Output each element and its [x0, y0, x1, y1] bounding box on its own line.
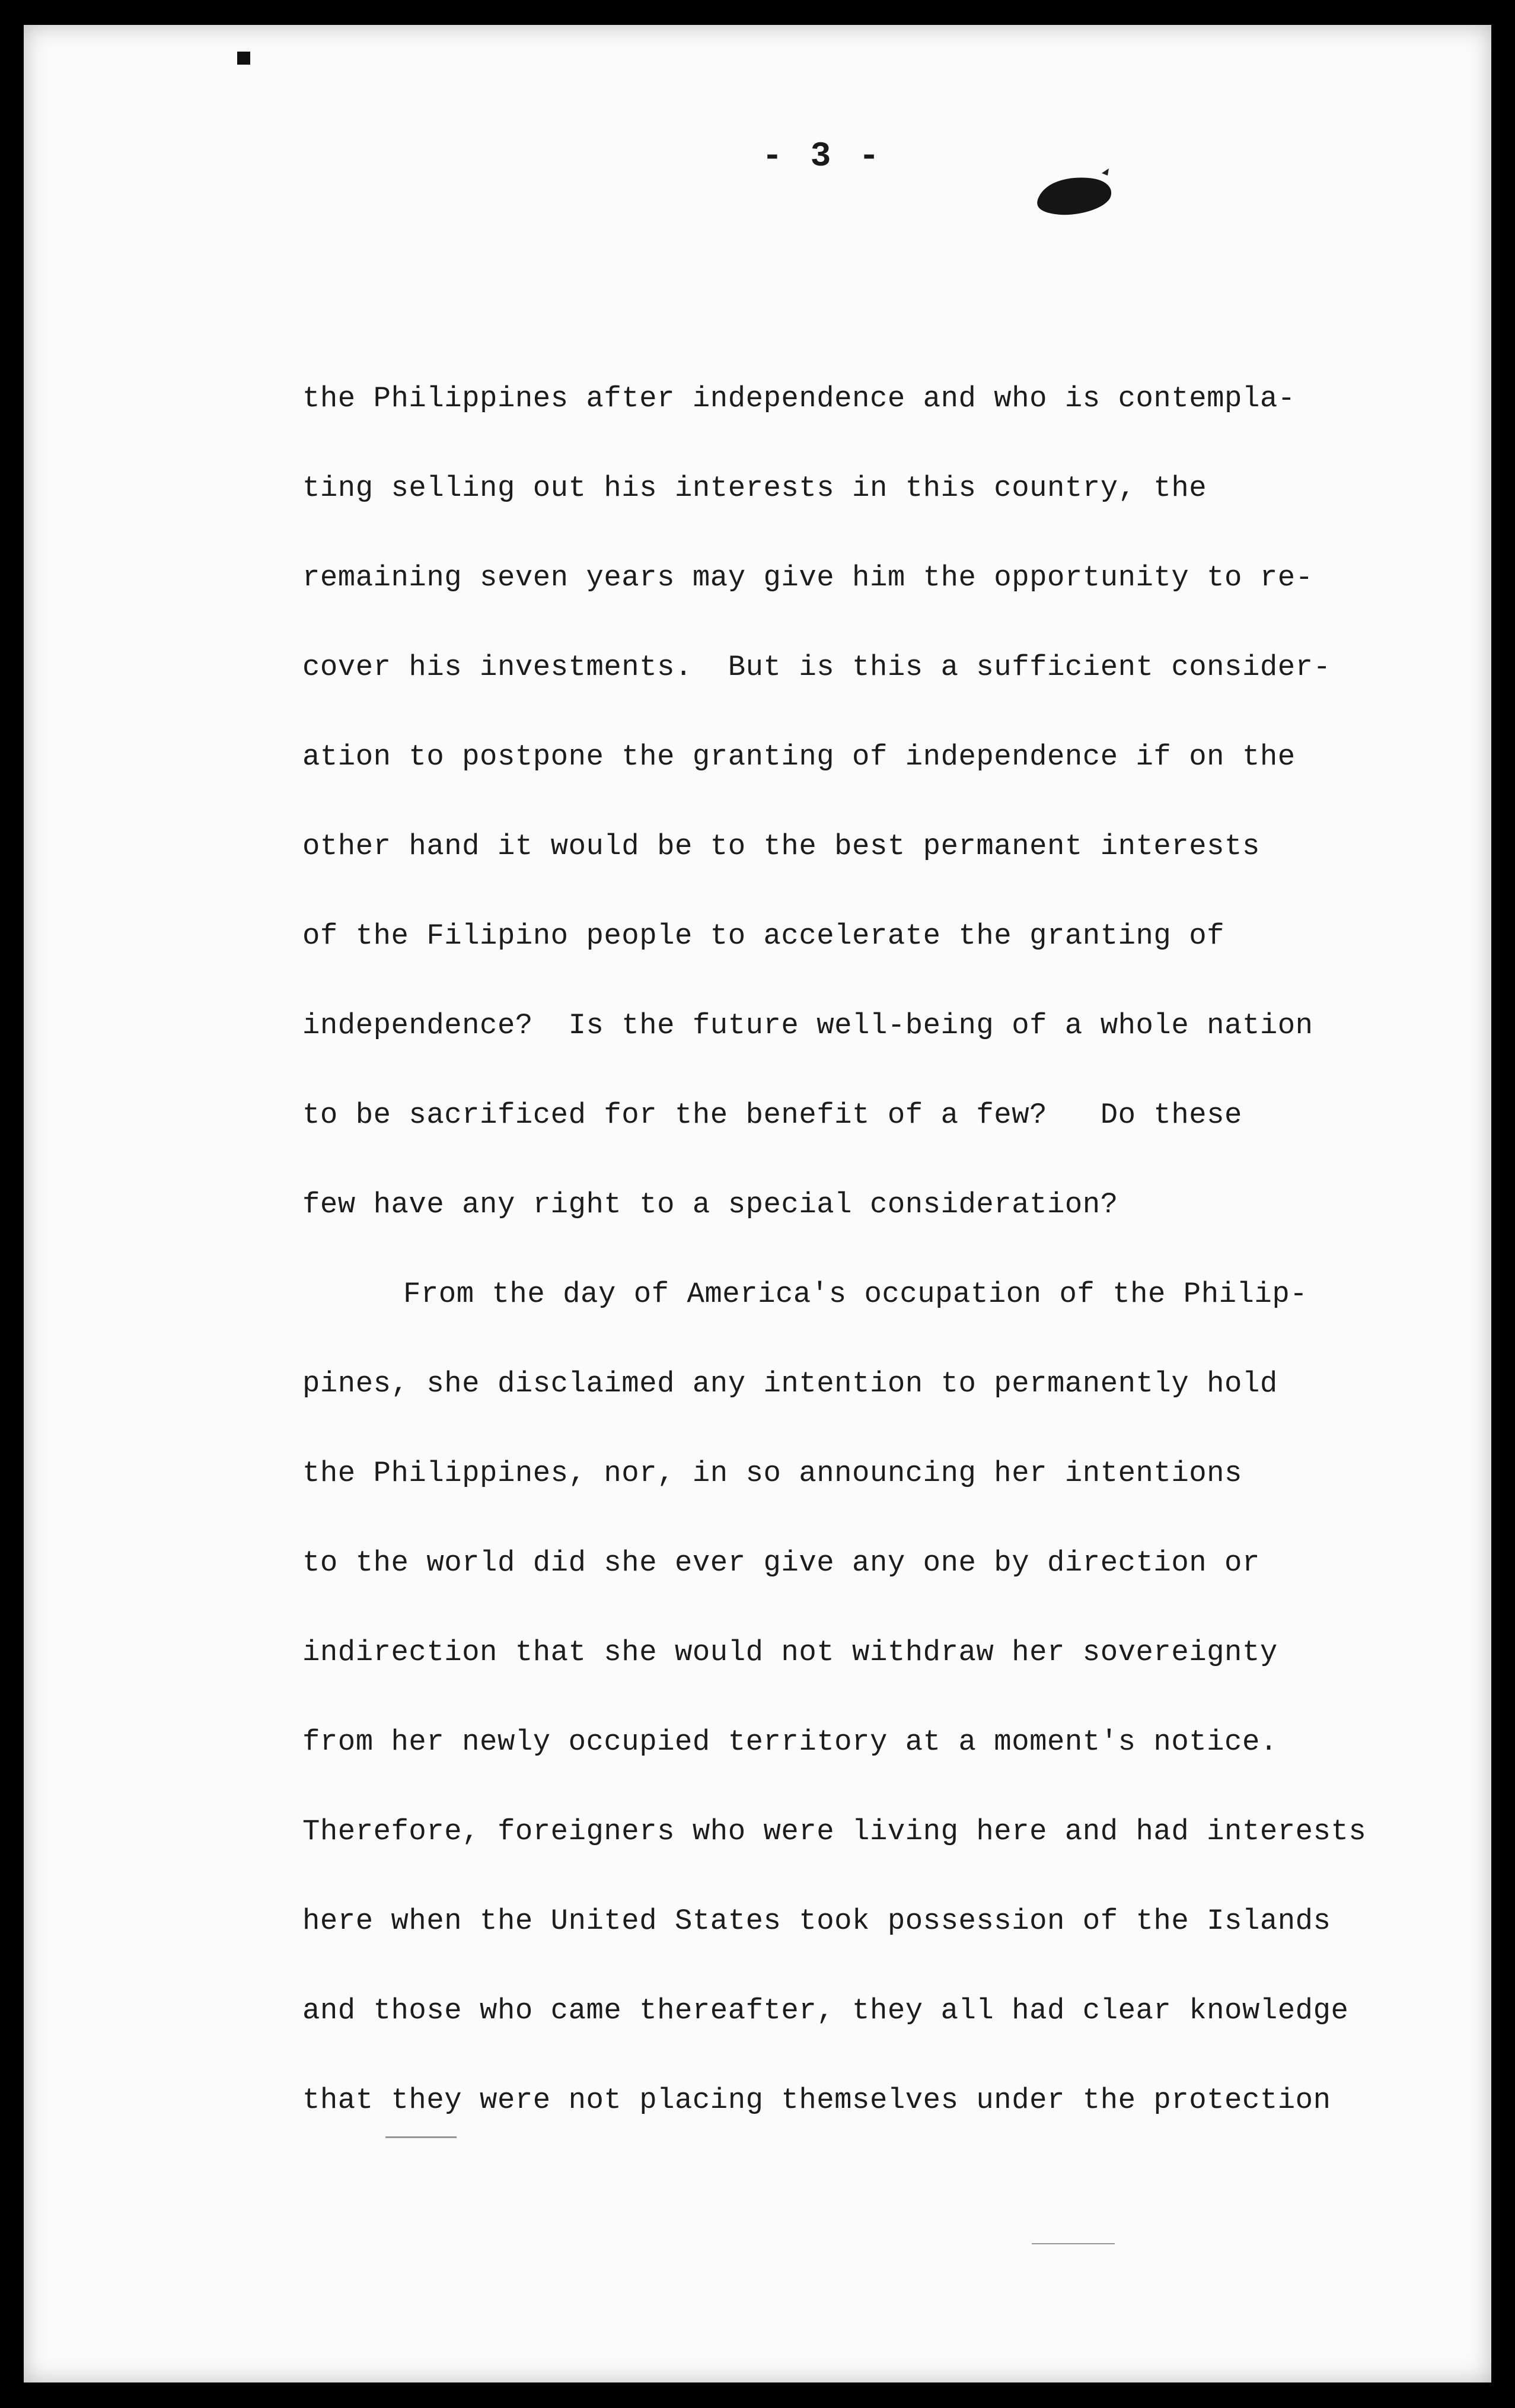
text-line: that they were not placing themselves under the protection — [302, 2084, 1331, 2117]
text-line: the Philippines after independence and who is contempla- — [302, 382, 1296, 415]
text-line: cover his investments. But is this a sufficient consider- — [302, 651, 1331, 684]
text-line: pines, she disclaimed any intention to permanently hold — [302, 1367, 1278, 1400]
document-page — [24, 25, 1491, 2382]
text-line: the Philippines, nor, in so announcing her intentions — [302, 1457, 1242, 1490]
typed-text-body — [302, 375, 1429, 2166]
text-line: From the day of America's occupation of the Philip- — [403, 1278, 1308, 1311]
corner-mark — [237, 52, 250, 65]
text-line: to be sacrificed for the benefit of a few? Do these — [302, 1098, 1242, 1132]
text-line: of the Filipino people to accelerate the granting of — [302, 919, 1225, 953]
text-line: remaining seven years may give him the opportunity to re- — [302, 561, 1313, 594]
page-number: - 3 - — [762, 138, 884, 176]
text-line: ation to postpone the granting of independence if on the — [302, 740, 1296, 773]
text-line: from her newly occupied territory at a moment's notice. — [302, 1725, 1278, 1759]
text-line: to the world did she ever give any one by direction or — [302, 1546, 1260, 1579]
text-line: indirection that she would not withdraw her sovereignty — [302, 1636, 1278, 1669]
text-line: ting selling out his interests in this country, the — [302, 472, 1207, 505]
smudge-mark — [1032, 2243, 1115, 2244]
text-line: here when the United States took possession of the Islands — [302, 1904, 1331, 1938]
text-line: few have any right to a special consideration? — [302, 1188, 1118, 1221]
ink-blot — [1032, 167, 1121, 221]
text-line: independence? Is the future well-being of a whole nation — [302, 1009, 1313, 1042]
text-line: Therefore, foreigners who were living here and had interests — [302, 1815, 1367, 1848]
text-line: other hand it would be to the best permanent interests — [302, 830, 1260, 863]
text-line: and those who came thereafter, they all had clear knowledge — [302, 1994, 1349, 2027]
